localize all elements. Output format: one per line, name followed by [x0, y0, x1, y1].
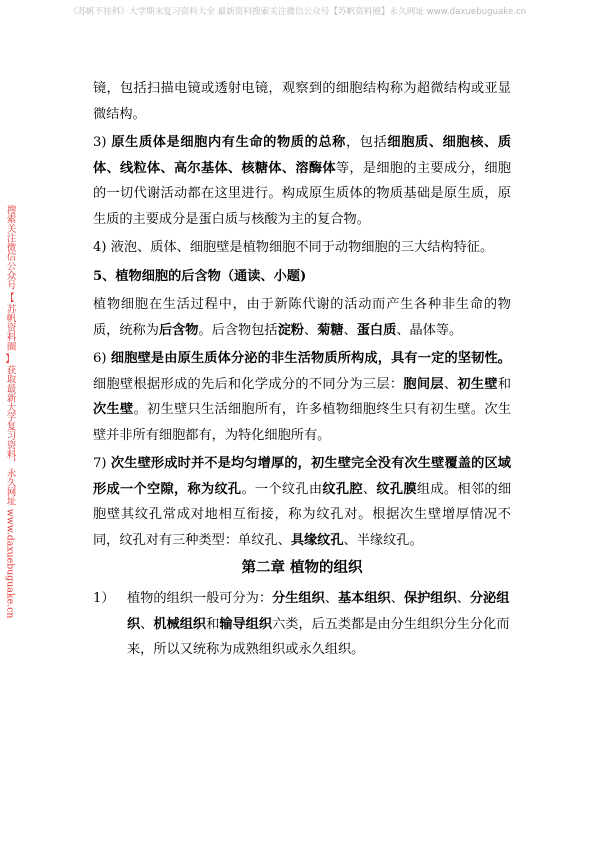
paragraph-p5 — [93, 292, 511, 343]
bold-run: 分生组织 — [272, 591, 325, 606]
bold-run: 淀粉 — [277, 322, 304, 338]
text-run: 3) — [93, 135, 112, 150]
bold-run: 菊糖 — [317, 322, 344, 338]
bold-run: 原生质体是细胞内有生命的物质的总称 — [111, 135, 346, 150]
text-run: 、 — [456, 591, 470, 606]
text-run: 和 — [497, 376, 512, 392]
text-run: 六类，后五类都是由分生组织分生分化而来，所以又统称为成熟组织或永久组织。 — [127, 616, 510, 657]
side-watermark-prefix: 搜索关注微信公众号 — [4, 205, 16, 290]
text-run: 、半缘纹孔。 — [343, 532, 423, 548]
bold-run: 纹孔膜 — [376, 481, 417, 497]
bold-run: 胞间层 — [403, 376, 444, 392]
text-run: 。一个纹孔由 — [241, 481, 323, 497]
text-run: 、 — [362, 481, 377, 497]
text-run: 。后含物包括 — [198, 322, 278, 338]
bold-run: 初生壁 — [457, 376, 498, 392]
text-run: 、 — [390, 591, 404, 606]
text-run: 、 — [324, 591, 338, 606]
text-run: 植物的组织一般可分为： — [127, 591, 273, 606]
text-run: 、 — [140, 616, 154, 632]
text-run: 细胞壁根据形成的先后和化学成分的不同分为三层： — [93, 376, 404, 392]
list-item-text — [127, 586, 511, 663]
paragraph-p1 — [93, 76, 511, 127]
bold-run: 基本组织 — [338, 591, 391, 606]
bold-run: 细胞壁是由原生质体分泌的非生活物质所构成，具有一定的坚韧性。 — [110, 351, 511, 366]
bold-run: 5、植物细胞的后含物（通读、小题) — [93, 268, 307, 284]
text-run: 镜，包括扫描电镜或透射电镜，观察到的细胞结构称为超微结构或亚显微结构。 — [93, 81, 511, 122]
side-watermark-tail: 获取最新大学复习资料，永久网址 www.daxuebuguake.cn — [4, 365, 16, 619]
text-run: 、 — [443, 376, 458, 392]
text-run: 、 — [343, 322, 357, 338]
text-run: 。初生壁只生活细胞所有，许多植物细胞终生只有初生壁。次生壁并非所有细胞都有，为特化细胞所有。 — [93, 402, 512, 443]
text-run: 、 — [304, 322, 318, 338]
bold-run: 细胞质、细胞核、质体、线粒体、高尔基体、核糖体、溶酶体 — [93, 135, 512, 176]
text-run: 4) 液泡、质体、细胞壁是植物细胞不同于动物细胞的三大结构特征。 — [93, 240, 494, 255]
paragraphs-container — [93, 76, 511, 553]
bold-run: 保护组织 — [403, 591, 457, 606]
text-run: 组成。相邻的细胞壁其纹孔常成对地相互衔接，称为纹孔对。根据次生壁增厚情况不同，纹孔对有三种类型：单纹孔、 — [93, 481, 512, 548]
text-run: 7) — [93, 456, 111, 471]
page-header-watermark: 《苏帆不挂科》大学期末复习资料大全 最新资料搜索关注微信公众号【苏帆资料圈】永久网址 www.daxuebuguake.cn — [68, 7, 527, 17]
paragraph-p7 — [93, 451, 511, 553]
bold-run: 次生壁形成时并不是均匀增厚的，初生壁完全没有次生壁覆盖的区域形成一个空隙，称为纹孔 — [93, 456, 511, 497]
side-watermark-bracket-close: 】 — [5, 354, 15, 366]
bold-run: 纹孔腔 — [322, 481, 363, 497]
bold-run: 蛋白质 — [356, 322, 397, 338]
side-watermark — [2, 205, 18, 622]
bold-run: 分泌组织 — [127, 591, 510, 632]
list-item-number: 1） — [93, 591, 115, 606]
side-watermark-bracket-open: 【 — [5, 292, 15, 304]
paragraph-p4 — [93, 264, 511, 290]
text-run: 植物细胞在生活过程中，由于新陈代谢的活动而产生各种非生命的物质，统称为 — [93, 297, 511, 338]
text-run: 和 — [206, 616, 220, 632]
text-run: 、晶体等。 — [396, 322, 463, 338]
bold-run: 机械组织 — [153, 616, 207, 632]
bold-run: 后含物 — [158, 322, 199, 338]
bold-run: 输导组织 — [219, 616, 273, 632]
bold-run: 次生壁 — [93, 402, 134, 417]
paragraph-p3 — [93, 235, 511, 261]
bold-run: 具缘纹孔 — [290, 532, 344, 548]
paragraph-p6 — [93, 346, 511, 448]
document-body — [93, 76, 511, 663]
text-run: 6) — [93, 351, 111, 366]
text-run: ，包括 — [345, 135, 388, 150]
text-run: 等，是细胞的主要成分，细胞的一切代谢活动都在这里进行。构成原生质体的物质基础是原生质，原生质的主要成分是蛋白质与核酸为主的复合物。 — [93, 160, 512, 227]
list-item — [93, 586, 511, 663]
paragraph-p2 — [93, 130, 511, 232]
chapter-title: 第二章 植物的组织 — [241, 559, 363, 576]
side-watermark-name: 苏帆资料圈 — [4, 303, 16, 351]
